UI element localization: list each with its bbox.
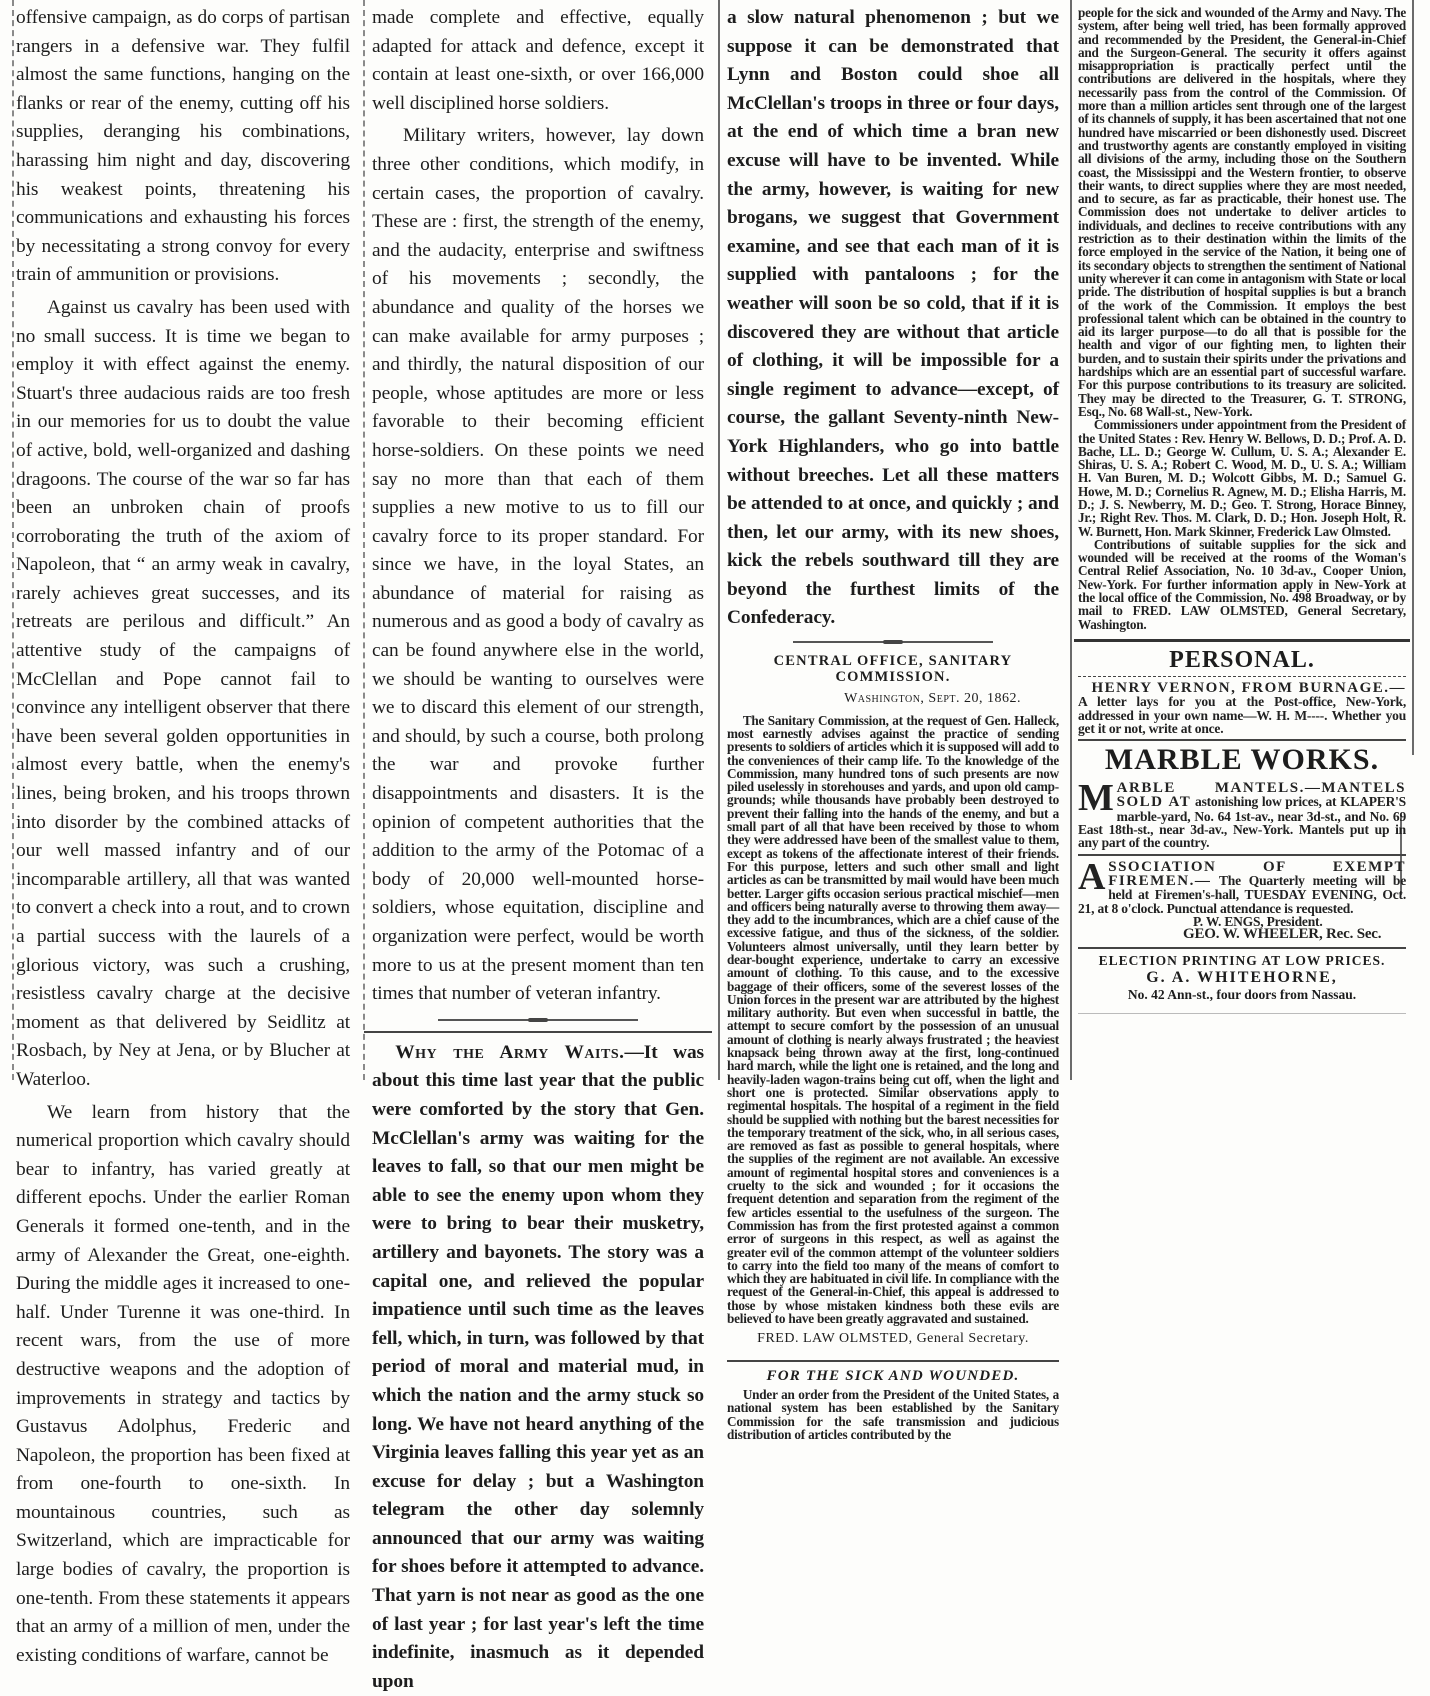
article-paragraph: Against us cavalry has been used with no small success. It is time we began to employ it with effect against the enemy. Stuart's three audacious raids are too fresh in our memories for us to doubt the value of active, bold, well-organized and dashing dragoons. The course of the war so far has been an unbroken chain of proofs corroborating the truth of the axiom of Napoleon, that “ an army weak in cavalry, rarely achieves great successes, and its retreats are perilous and difficult.” An attentive study of the campaigns of McClellan and Pope cannot fail to convince any intelligent observer that there have been several golden opportunities in almost every battle, when the enemy's lines, being broken, and his troops thrown into disorder by the combined attacks of our well massed infantry and of our incomparable artillery, all that was wanted to convert a check into a rout, and to crown a partial success with the laurels of a glorious victory, was such a crushing, resistless cavalry charge at the decisive moment as that delivered by Seidlitz at Rosbach, by Ney at Jena, or by Blucher at Waterloo. xyxy=(16,296,350,1090)
marble-works-body xyxy=(1078,777,1406,851)
section-rule xyxy=(1074,639,1410,642)
firemen-body xyxy=(1078,855,1406,943)
column-rule xyxy=(718,0,720,1080)
article-paragraph: people for the sick and wounded of the Army and Navy. The system, after being well tried, has been formally approved and recommended by the President, the General-in-Chief and the Surgeon-General. The security it offers against misappropriation is practically perfect until the contributions are delivered in the hospitals, where they necessarily pass from the control of the Commission. Of more than a million articles sent through one of the largest of its channels of supply, it has been ascertained that not one hundred have miscarried or been dishonestly used. Discreet and trustworthy agents are constantly employed in visiting all divisions of the army, including those on the Southern coast, the Mississippi and the Western frontier, to observe their wants, to direct supplies where they are most needed, and to secure, as far as practicable, their honest use. The Commission does not undertake to deliver articles to individuals, and declines to receive contributions with any restriction as to their destination within the limits of the force employed in the service of the Nation, it being one of its secondary objects to strengthen the sentiment of National unity wherever it can come in antagonism with State or local pride. The distribution of hospital supplies is but a branch of the work of the Commission. It employs the best professional talent which can be obtained in the country to aid its larger purpose—to do all that is possible for the health and vigor of our fighting men, to lighten their burden, and to sustain their spirits under the privations and hardships which are an essential part of successful warfare. For this purpose contributions to its treasury are solicited. They may be directed to the Treasurer, G. T. STRONG, Esq., No. 68 Wall-st., New-York. xyxy=(1078,5,1406,419)
marble-lead: ARBLE MANTELS.—MANTELS SOLD AT xyxy=(1116,780,1406,811)
article-paragraph: offensive campaign, as do corps of partisan rangers in a defensive war. They fulfil almost the same functions, hanging on the flanks or rear of the enemy, cutting off his supplies, deranging his combinations, harassing him night and day, discovering his weakest points, threatening his communications and exhausting his forces by necessitating a strong convoy for every train of ammunition or provisions. xyxy=(16,7,350,286)
column-rule xyxy=(363,0,365,1080)
section-rule xyxy=(1078,739,1406,741)
drop-cap: A xyxy=(1078,855,1106,898)
sanitary-commission-heading: CENTRAL OFFICE, SANITARY COMMISSION. xyxy=(773,653,1013,686)
why-army-waits-article xyxy=(372,1039,704,1696)
election-printing-ad xyxy=(1078,953,1406,1003)
section-rule xyxy=(1078,854,1406,856)
sick-wounded-continuation xyxy=(1078,6,1406,631)
column-3 xyxy=(727,4,1059,1441)
personal-notice xyxy=(1078,646,1406,735)
column-1 xyxy=(16,4,350,1670)
column-rule xyxy=(12,0,14,1080)
section-rule xyxy=(364,1031,712,1033)
commissioners-list: Commissioners under appointment from the President of the United States : Rev. Henry W. Bellows, D. D.; Prof. A. D. Bache, LL. D.; George W. Cullum, U. S. A.; Alexander E. Shiras, U. S. A.; Robert C. Wood, M. D., U. S. A.; William H. Van Buren, M. D.; Wolcott Gibbs, M. D.; Samuel G. Howe, M. D.; Cornelius R. Agnew, M. D.; Elisha Harris, M. D.; J. S. Newberry, M. D.; Geo. T. Strong, Horace Binney, Jr.; Right Rev. Thos. M. Clark, D. D.; Hon. Joseph Holt, R. W. Burnett, Hon. Mark Skinner, Frederick Law Olmsted. xyxy=(1078,417,1406,539)
article-paragraph: made complete and effective, equally adapted for attack and defence, except it contain at least one-sixth, or over 166,000 well disciplined horse soldiers. xyxy=(372,7,704,114)
election-line-3: No. 42 Ann-st., four doors from Nassau. xyxy=(1127,987,1357,1003)
personal-heading: PERSONAL. xyxy=(1169,646,1315,673)
election-line-1: ELECTION PRINTING AT LOW PRICES. xyxy=(1098,953,1386,969)
article-body: The Sanitary Commission, at the request of Gen. Halleck, most earnestly advises against the practice of sending presents to soldiers of articles which it is supposed will add to the conveniences of their camp life. To the knowledge of the Commission, many hundred tons of such presents are now piled uselessly in storehouses and yards, and upon old camp-grounds; while thousands have probably been destroyed to prevent their falling into the hands of the enemy, and but a small part of all that have been received by those to whom they were addressed have been of the smallest value to them, except as tokens of the affectionate interest of their friends. For this purpose, letters and such other small and light articles as can be transmitted by mail would have been much better. Larger gifts occasion serious practical mischief—men and officers being naturally averse to throwing them away—they add to the incumbrances, which are a chief cause of the excessive fatigue, and thus of the sickness, of the soldier. Volunteers almost universally, until they learn better by dear-bought experience, undertake to carry an excessive amount of clothing. To this cause, and to the excessive baggage of their officers, some of the severest losses of the Union forces in the present war are attributed by the highest military authority. But even when successful in battle, the attempt to secure comfort by the possession of an unusual amount of clothing is nearly always frustrated ; the heaviest knapsack being thrown away at the first, long-continued hard march, while the light one is retained, and the long and heavily-laden wagon-trains being cut off, when the light and short one is protected. Similar observations apply to regimental hospitals. The hospital of a regiment in the field should be supplied with nothing but the barest necessities for the temporary treatment of the sick, who, in all serious cases, are removed as fast as possible to general hospitals, where the supplies of the regiment are not available. An excessive amount of regimental hospital stores and conveniences is a cruelty to the sick and wounded ; for it occasions the frequent detention and separation from the regiment of the few articles essential to the usefulness of the surgeon. The Commission has from the first protested against a common error of surgeons in this respect, as well as against the greater evil of the common attempt of the volunteer soldiers to carry into the field too many of the means of comfort to which they are habituated in civil life. In compliance with the request of the General-in-Chief, this appeal is addressed to those by whose mistaken kindness both these evils are believed to have been greatly aggravated and sustained. xyxy=(727,712,1059,1327)
marble-text: astonishing low prices, at KLAPER'S marble-yard, No. 64 1st-av., near 3d-st., and No. 69 East 18th-st., near 3d-av., New-York. Mantels put up in any part of the country. xyxy=(1078,794,1406,851)
firemen-lead: SSOCIATION OF EXEMPT FIREMEN.— xyxy=(1108,858,1406,889)
firemen-president: P. W. ENGS, President. xyxy=(1193,913,1323,929)
column-2 xyxy=(372,4,704,1696)
column-rule xyxy=(1412,0,1414,555)
article-paragraph: Military writers, however, lay down three other conditions, which modify, in certain cases, the proportion of cavalry. These are : first, the strength of the enemy, and the audacity, enterprise and swiftness of his movements ; secondly, the abundance and quality of the horses we can make available for army purposes ; and thirdly, the natural disposition of our people, whose aptitudes are more or less favorable to their becoming efficient horse-soldiers. On these points we need say no more than that each of them supplies a new motive to us to fill our cavalry force to its proper standard. For since we have, in the loyal States, an abundance of material for raising as numerous and as good a body of cavalry as can be found anywhere else in the world, we should be wanting to ourselves were we to discard this element of our strength, and should, by such a course, both prolong the war and provoke further disappointments and disasters. It is the opinion of competent authorities that the addition to the army of the Potomac of a body of 20,000 well-mounted horse-soldiers, whose equitation, discipline and organization were perfect, would be worth more to us at the present moment than ten times that number of veteran infantry. xyxy=(372,125,704,1005)
marble-works-heading: MARBLE WORKS. xyxy=(1104,743,1380,777)
section-rule xyxy=(1078,676,1406,677)
section-rule xyxy=(1078,947,1406,949)
article-body: Under an order from the President of the United States, a national system has been established by the Sanitary Commission for the safe transmission and judicious distribution of articles contributed by the xyxy=(727,1386,1059,1442)
personal-body xyxy=(1078,681,1406,735)
exempt-firemen-notice xyxy=(1078,855,1406,943)
article-paragraph: Contributions of suitable supplies for the sick and wounded will be received at the rooms of the Woman's Central Relief Association, No. 10 3d-av., Cooper Union, New-York. For further information apply in New-York at the local office of the Commission, No. 498 Broadway, or by mail to FRED. LAW OLMSTED, General Secretary, Washington. xyxy=(1078,536,1406,632)
sick-wounded-heading: FOR THE SICK AND WOUNDED. xyxy=(766,1367,1020,1384)
article-paragraph: We learn from history that the numerical proportion which cavalry should bear to infantry, has varied greatly at different epochs. Under the earlier Roman Generals it formed one-tenth, and in the army of Alexander the Great, one-eighth. During the middle ages it increased to one-half. Under Turenne it was one-third. In recent wars, from the use of more destructive weapons and the adoption of improvements in strategy and tactics by Gustavus Adolphus, Frederic and Napoleon, the proportion has been fixed at from one-fourth to one-sixth. In mountainous countries, such as Switzerland, which are impracticable for large bodies of cavalry, the proportion is one-tenth. From these statements it appears that an army of a million of men, under the existing conditions of warfare, cannot be xyxy=(16,1101,350,1666)
column-4 xyxy=(1078,6,1406,1014)
article-body: —It was about this time last year that the public were comforted by the story that Gen. McClellan's army was waiting for the leaves to fall, so that our men might be able to see the enemy upon whom they were to bring to bear their musketry, artillery and bayonets. The story was a capital one, and relieved the popular impatience until such time as the leaves fell, which, in turn, was followed by that period of moral and material mud, in which the nation and the army stuck so long. We have not heard anything of the Virginia leaves falling this year yet as an excuse for delay ; but a Washington telegram the other day solemnly announced that our army was waiting for shoes before it attempted to advance. That yarn is not near as good as the one of last year ; for last year's left the time indefinite, inasmuch as it depended upon xyxy=(372,1041,704,1692)
article-paragraph: a slow natural phenomenon ; but we suppose it can be demonstrated that Lynn and Boston could shoe all McClellan's troops in three or four days, at the end of which time a bran new excuse will have to be invented. While the army, however, is waiting for new brogans, we suggest that Government examine, and see that each man of it is supplied with pantaloons ; for the weather will soon be so cold, that if it is discovered they are without that article of clothing, it will be impossible for a single regiment to advance—except, of course, the gallant Seventy-ninth New-York Highlanders, who go into battle without breeches. Let all these matters be attended to at once, and quickly ; and then, let our army, with its new shoes, kick the rebels southward till they are beyond the furthest limits of the Confederacy. xyxy=(727,7,1059,629)
drop-cap: M xyxy=(1078,777,1114,820)
section-rule xyxy=(1078,1013,1406,1014)
election-line-2: G. A. WHITEHORNE, xyxy=(1146,969,1338,987)
column-rule xyxy=(1070,0,1072,1080)
dateline: Washington, Sept. 20, 1862. xyxy=(844,691,1021,707)
section-divider xyxy=(438,1019,637,1021)
firemen-text: The Quarterly meeting will be held at Firemen's-hall, TUESDAY EVENING, Oct. 21, at 8 o'clock. Punctual attendance is requested. xyxy=(1078,872,1406,916)
marble-works-ad xyxy=(1078,743,1406,849)
sick-wounded-article xyxy=(727,1388,1059,1441)
column-rule xyxy=(1412,555,1414,755)
firemen-secretary: GEO. W. WHEELER, Rec. Sec. xyxy=(1183,926,1382,943)
sanitary-commission-article xyxy=(727,714,1059,1326)
section-rule xyxy=(727,1360,1059,1362)
article-heading: Why the Army Waits. xyxy=(395,1041,625,1063)
personal-text: A letter lays for you at the Post-office, New-York, addressed in your own name—W. H. M----. Whether you get it or not, write at once. xyxy=(1078,694,1406,736)
personal-lead: HENRY VERNON, FROM BURNAGE.— xyxy=(1091,679,1406,696)
signature: FRED. LAW OLMSTED, General Secretary. xyxy=(757,1331,1029,1347)
section-divider xyxy=(793,641,992,643)
